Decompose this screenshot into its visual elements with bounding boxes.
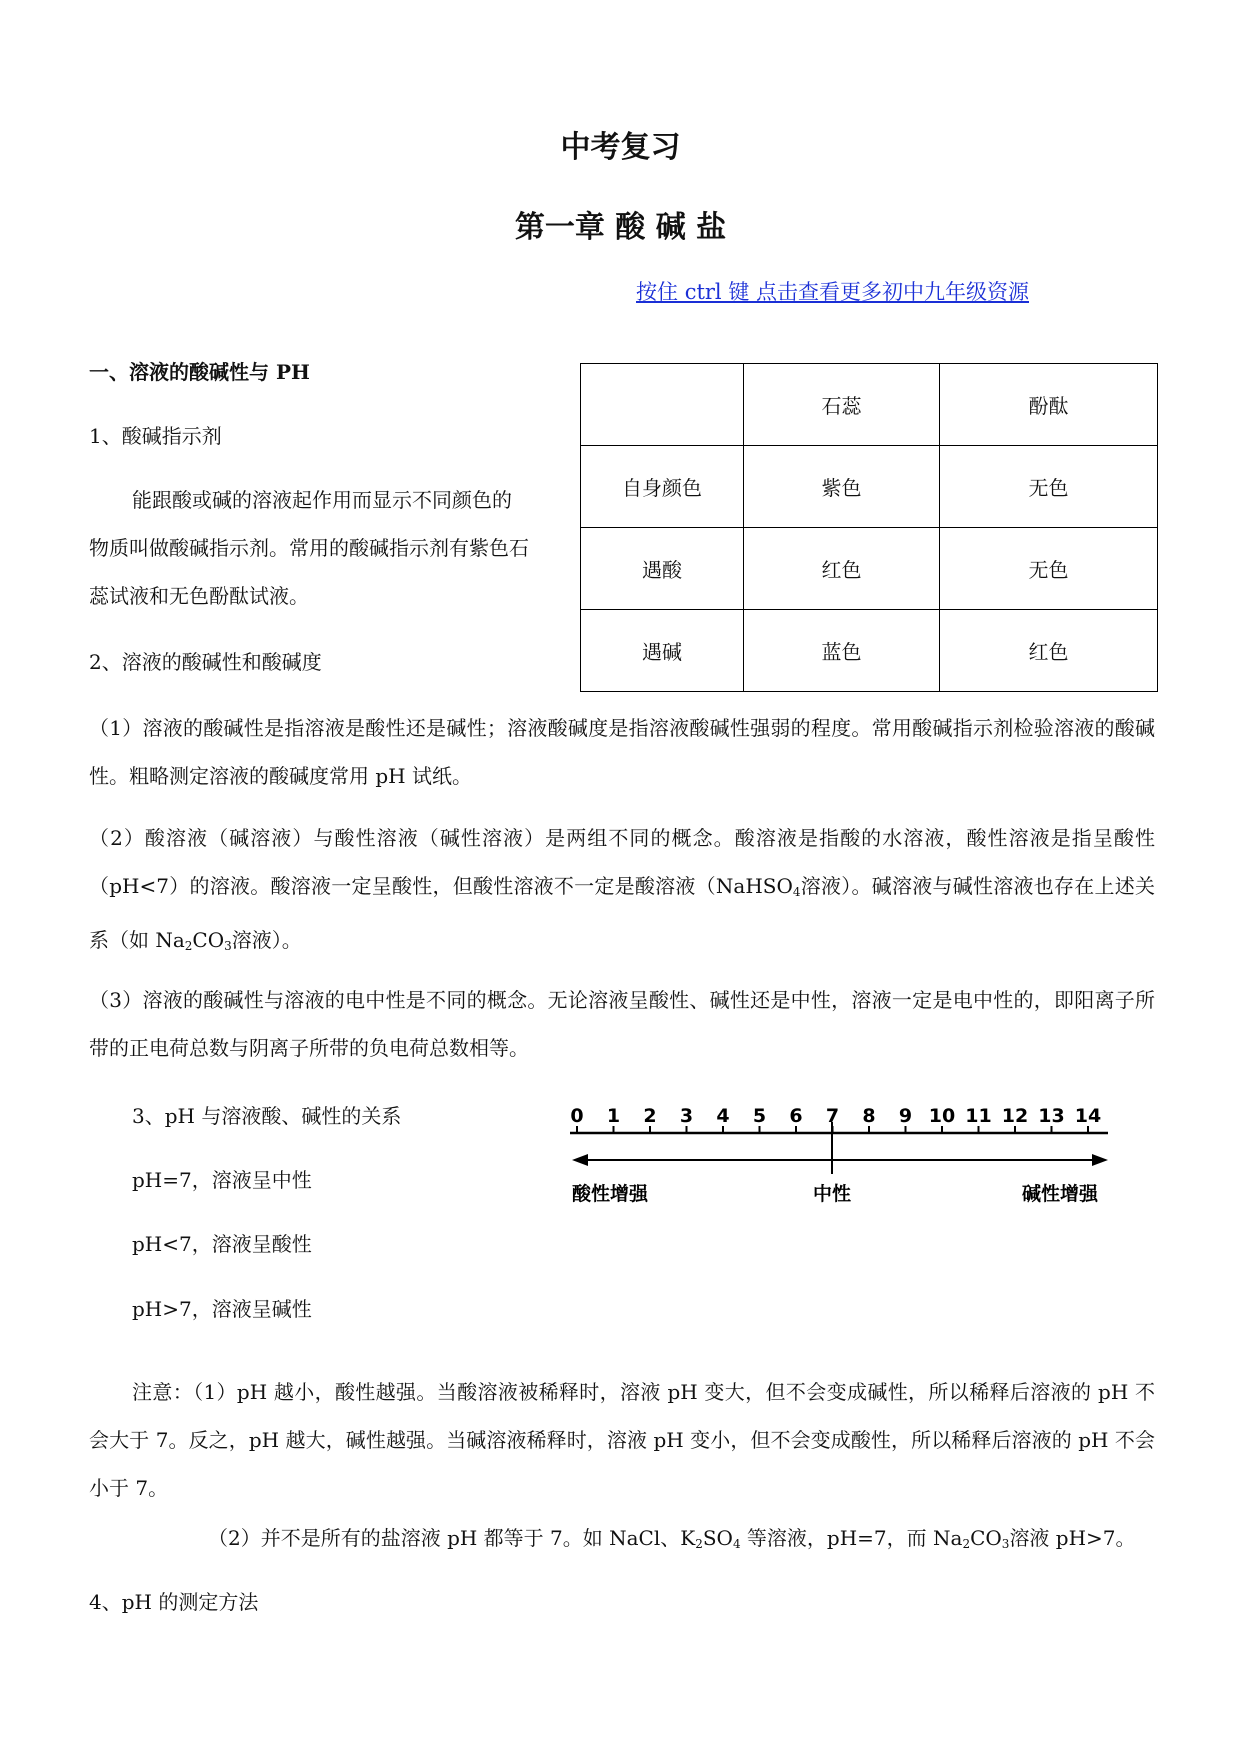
- p2-text-d: 溶液）。: [231, 928, 302, 952]
- tick-label: 14: [1074, 1105, 1102, 1127]
- table-cell: [581, 364, 744, 446]
- note-2-sub-2b: 2: [962, 1537, 971, 1551]
- paragraph-3: （3）溶液的酸碱性与溶液的电中性是不同的概念。无论溶液呈酸性、碱性还是中性，溶液一定是电中性的，即阳离子所带的正电荷总数与阴离子所带的负电荷总数相等。: [89, 988, 1155, 1060]
- ph-acidic: pH<7，溶液呈酸性: [132, 1232, 312, 1256]
- acid-label: 酸性增强: [572, 1183, 649, 1205]
- note-2-text-d: CO: [970, 1526, 1002, 1550]
- chapter-title: 第一章 酸 碱 盐: [514, 210, 727, 245]
- ph-scale-diagram: [560, 1100, 1130, 1210]
- tick-label: 12: [1001, 1105, 1029, 1127]
- tick-group: [570, 1105, 1101, 1134]
- intro-line-1: 能跟酸或碱的溶液起作用而显示不同颜色的: [132, 488, 512, 512]
- table-row: [581, 528, 1158, 610]
- arrow-left-head: [572, 1154, 588, 1166]
- tick-label: 8: [862, 1105, 876, 1127]
- table-cell: 无色: [940, 446, 1158, 528]
- tick-label: 4: [716, 1105, 730, 1127]
- paragraph-2: [89, 814, 1155, 970]
- p2-text-a: （2）酸溶液（碱溶液）与酸性溶液（碱性溶液）是两组不同的概念。酸溶液是指酸的水溶液，酸性溶液是指呈酸性（pH<7）的溶液。酸溶液一定呈酸性，但酸性溶液不一定是酸溶液（NaHSO: [89, 826, 1155, 898]
- table-cell: 蓝色: [744, 610, 940, 692]
- table-cell: 紫色: [744, 446, 940, 528]
- table-cell: 石蕊: [744, 364, 940, 446]
- base-label: 碱性增强: [1021, 1183, 1098, 1205]
- section-heading: 一、溶液的酸碱性与 PH: [89, 360, 310, 384]
- p2-sub-3: 3: [224, 939, 232, 953]
- page-title: 中考复习: [560, 130, 681, 165]
- table-row: [581, 610, 1158, 692]
- tick-label: 0: [570, 1105, 584, 1127]
- tick-label: 10: [928, 1105, 956, 1127]
- table-cell: 自身颜色: [581, 446, 744, 528]
- indicator-table: [580, 363, 1158, 692]
- subheading-ph-measure: 4、pH 的测定方法: [89, 1590, 259, 1614]
- note-2-sub-3: 3: [1001, 1537, 1010, 1551]
- p2-text-c: CO: [192, 928, 225, 952]
- table-cell: 红色: [744, 528, 940, 610]
- note-2: [208, 1528, 1136, 1550]
- tick-label: 9: [898, 1105, 913, 1127]
- table-row: [581, 446, 1158, 528]
- intro-line-3: 蕊试液和无色酚酞试液。: [89, 584, 309, 608]
- ph-neutral: pH=7，溶液呈中性: [132, 1168, 312, 1192]
- tick-label: 13: [1038, 1105, 1065, 1127]
- subheading-indicators: 1、酸碱指示剂: [89, 424, 222, 448]
- resource-link[interactable]: 按住 ctrl 键 点击查看更多初中九年级资源: [636, 280, 1029, 304]
- ph-basic: pH>7，溶液呈碱性: [132, 1297, 312, 1321]
- subheading-ph-relation: 3、pH 与溶液酸、碱性的关系: [132, 1104, 402, 1128]
- intro-line-2: 物质叫做酸碱指示剂。常用的酸碱指示剂有紫色石: [89, 536, 529, 560]
- arrow-right-head: [1092, 1154, 1108, 1166]
- note-2-sub-4: 4: [732, 1537, 741, 1551]
- table-cell: 红色: [940, 610, 1158, 692]
- note-2-sub-2a: 2: [695, 1537, 703, 1551]
- table-cell: 无色: [940, 528, 1158, 610]
- p2-sub-4: 4: [792, 885, 801, 899]
- tick-label: 6: [789, 1105, 803, 1127]
- p2-text-b: 溶液）。碱溶液与碱性溶液也存在上述关系（如 Na: [89, 874, 1155, 952]
- note-2-text-c: 等溶液，pH=7，而 Na: [740, 1526, 963, 1550]
- paragraph-1: （1）溶液的酸碱性是指溶液是酸性还是碱性；溶液酸碱度是指溶液酸碱性强弱的程度。常用酸碱指示剂检验溶液的酸碱性。粗略测定溶液的酸碱度常用 pH 试纸。: [89, 716, 1155, 788]
- tick-label: 1: [606, 1105, 621, 1127]
- table-cell: 酚酞: [940, 364, 1158, 446]
- tick-label: 5: [752, 1105, 767, 1127]
- tick-label: 2: [643, 1105, 657, 1127]
- note-2-text-b: SO: [702, 1526, 733, 1550]
- note-1-text: 注意：（1）pH 越小，酸性越强。当酸溶液被稀释时，溶液 pH 变大，但不会变成碱性，所以稀释后溶液的 pH 不会大于 7。反之，pH 越大，碱性越强。当碱溶液稀释时，溶液 pH 变小，但不会变成酸性，所以稀释后溶液的 pH 不会小于 7。: [89, 1380, 1155, 1500]
- subheading-acidity: 2、溶液的酸碱性和酸碱度: [89, 650, 322, 674]
- note-1: [89, 1368, 1155, 1512]
- neutral-label: 中性: [812, 1183, 852, 1205]
- tick-label: 7: [825, 1105, 840, 1127]
- table-row: [581, 364, 1158, 446]
- table-cell: 遇碱: [581, 610, 744, 692]
- p2-sub-2: 2: [184, 939, 193, 953]
- table-cell: 遇酸: [581, 528, 744, 610]
- note-2-text-e: 溶液 pH>7。: [1009, 1526, 1136, 1550]
- tick-label: 11: [965, 1105, 992, 1127]
- tick-label: 3: [679, 1105, 694, 1127]
- note-2-text-a: （2）并不是所有的盐溶液 pH 都等于 7。如 NaCl、K: [208, 1526, 696, 1550]
